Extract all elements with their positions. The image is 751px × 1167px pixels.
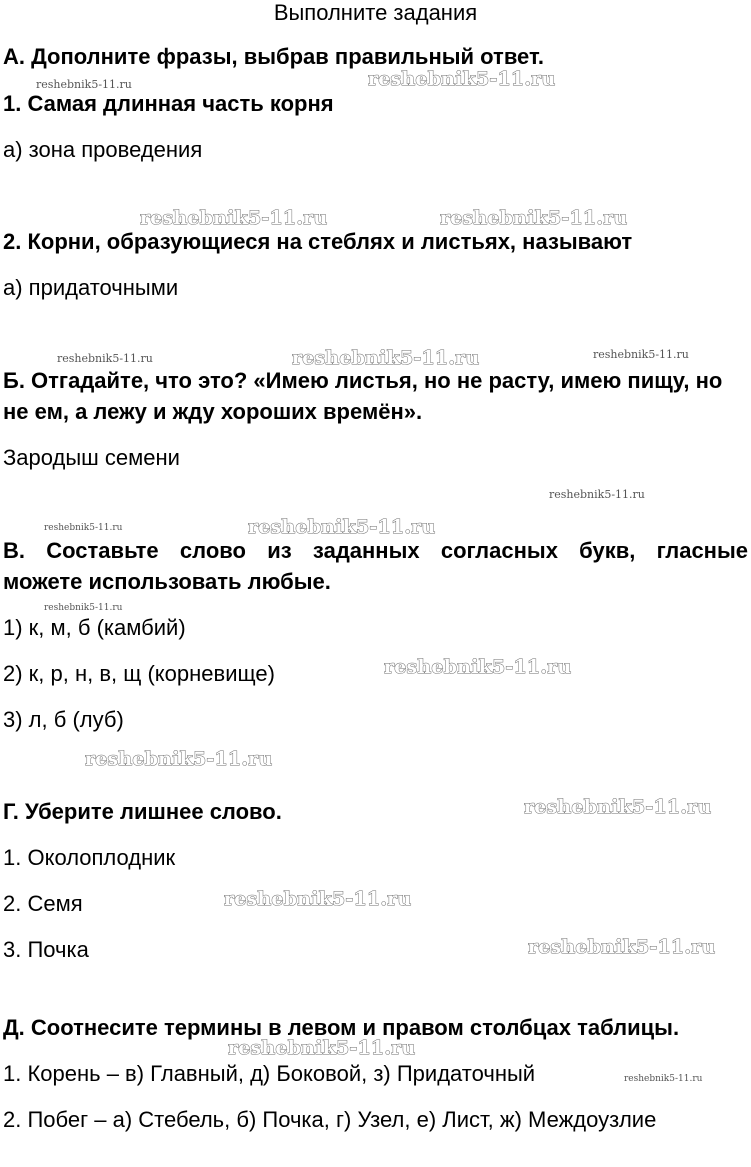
section-b-heading-line-2: не ем, а лежу и жду хороших времён». xyxy=(3,399,423,424)
watermark: reshebnik5-11.ru xyxy=(228,1037,416,1059)
watermark: reshebnik5-11.ru xyxy=(140,207,328,229)
list-item: 1. Околоплодник xyxy=(3,845,176,870)
question-1: 1. Самая длинная часть корня xyxy=(3,91,334,116)
watermark: reshebnik5-11.ru xyxy=(44,603,123,613)
question-2: 2. Корни, образующиеся на стеблях и листьях, называют xyxy=(3,229,633,254)
watermark: reshebnik5-11.ru xyxy=(624,1074,703,1084)
list-item: 2) к, р, н, в, щ (корневище) xyxy=(3,661,275,686)
watermark: reshebnik5-11.ru xyxy=(36,78,132,91)
list-item: 2. Побег – а) Стебель, б) Почка, г) Узел, е) Лист, ж) Междоузлие xyxy=(3,1107,657,1132)
watermark: reshebnik5-11.ru xyxy=(292,347,480,369)
watermark: reshebnik5-11.ru xyxy=(368,68,556,90)
watermark: reshebnik5-11.ru xyxy=(528,936,716,958)
list-item: 3. Почка xyxy=(3,937,89,962)
watermark: reshebnik5-11.ru xyxy=(44,523,123,533)
answer-2: а) придаточными xyxy=(3,275,179,300)
answer-1: а) зона проведения xyxy=(3,137,203,162)
section-b-answer: Зародыш семени xyxy=(3,445,180,470)
section-a-heading: А. Дополните фразы, выбрав правильный ответ. xyxy=(3,44,544,69)
list-item: 1. Корень – в) Главный, д) Боковой, з) Придаточный xyxy=(3,1061,536,1086)
watermark: reshebnik5-11.ru xyxy=(248,516,436,538)
watermark: reshebnik5-11.ru xyxy=(85,748,273,770)
list-item: 1) к, м, б (камбий) xyxy=(3,615,186,640)
watermark: reshebnik5-11.ru xyxy=(384,656,572,678)
section-v-heading-line-1: В. Составьте слово из заданных согласных букв, гласные xyxy=(3,538,748,563)
watermark: reshebnik5-11.ru xyxy=(57,352,153,365)
watermark: reshebnik5-11.ru xyxy=(524,796,712,818)
section-v-heading-line-2: можете использовать любые. xyxy=(3,569,331,594)
watermark: reshebnik5-11.ru xyxy=(549,488,645,501)
section-g-heading: Г. Уберите лишнее слово. xyxy=(3,799,282,824)
page-title: Выполните задания xyxy=(273,0,478,25)
list-item: 3) л, б (луб) xyxy=(3,707,124,732)
section-d-heading: Д. Соотнесите термины в левом и правом столбцах таблицы. xyxy=(3,1015,680,1040)
watermark: reshebnik5-11.ru xyxy=(593,348,689,361)
watermark: reshebnik5-11.ru xyxy=(224,888,412,910)
section-b-heading-line-1: Б. Отгадайте, что это? «Имею листья, но не расту, имею пищу, но xyxy=(3,368,723,393)
watermark: reshebnik5-11.ru xyxy=(440,207,628,229)
list-item: 2. Семя xyxy=(3,891,83,916)
